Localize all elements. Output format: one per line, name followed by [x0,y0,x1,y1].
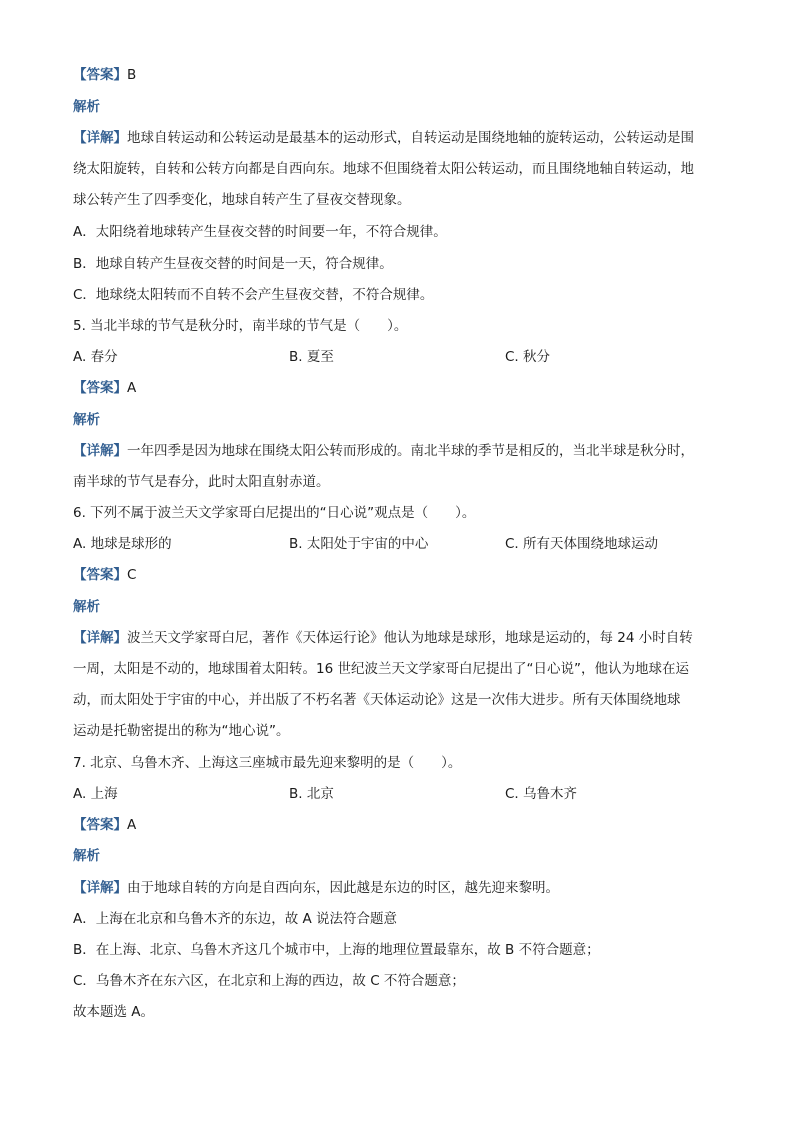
answer-line [73,379,723,398]
option-a: A. 上海 [73,786,118,802]
detail-label: 【详解】 [73,130,127,146]
answer-label: 【答案】 [73,817,127,833]
detail-line: 球公转产生了四季变化，地球自转产生了昼夜交替现象。 [73,192,411,208]
option-c: C. 所有天体围绕地球运动 [505,536,659,552]
detail-line: 运动是托勒密提出的称为“地心说”。 [73,723,290,739]
detail-label: 【详解】 [73,630,127,646]
detail-line: 【详解】由于地球自转的方向是自西向东，因此越是东边的时区，越先迎来黎明。 [73,880,559,896]
detail-line: 绕太阳旋转，自转和公转方向都是自西向东。地球不但围绕着太阳公转运动，而且围绕地轴自转运动，地 [73,161,694,177]
answer-label: 【答案】 [73,67,127,83]
detail-line: 【详解】地球自转运动和公转运动是最基本的运动形式，自转运动是围绕地轴的旋转运动，公转运动是围 [73,130,694,146]
answer-value: A [127,380,137,396]
detail-label: 【详解】 [73,880,127,896]
detail-line: 【详解】波兰天文学家哥白尼，著作《天体运行论》他认为地球是球形，地球是运动的，每 24 小时自转 [73,630,693,646]
option-c: C. 秋分 [505,349,551,365]
detail-line: 【详解】一年四季是因为地球在围绕太阳公转而形成的。南北半球的季节是相反的，当北半球是秋分时， [73,443,694,459]
detail-label: 【详解】 [73,443,127,459]
answer-line [73,566,723,585]
option-b: B. 夏至 [289,349,334,365]
explain-line: B．地球自转产生昼夜交替的时间是一天，符合规律。 [73,256,393,272]
detail-line: 动，而太阳处于宇宙的中心，并出版了不朽名著《天体运动论》这是一次伟大进步。所有天体围绕地球 [73,692,681,708]
answer-label: 【答案】 [73,567,127,583]
option-b: B. 太阳处于宇宙的中心 [289,536,429,552]
detail-line: 南半球的节气是春分，此时太阳直射赤道。 [73,474,330,490]
option-c: C. 乌鲁木齐 [505,786,578,802]
option-b: B. 北京 [289,786,334,802]
explain-line: A．上海在北京和乌鲁木齐的东边，故 A 说法符合题意 [73,911,398,927]
answer-line [73,816,723,835]
answer-value: C [127,567,137,583]
answer-line [73,66,723,85]
explain-line: B．在上海、北京、乌鲁木齐这几个城市中，上海的地理位置最靠东，故 B 不符合题意； [73,942,600,958]
question-stem: 5. 当北半球的节气是秋分时，南半球的节气是（ ）。 [73,318,408,334]
answer-value: B [127,67,137,83]
answer-label: 【答案】 [73,380,127,396]
option-a: A. 春分 [73,349,118,365]
explain-line: C．乌鲁木齐在东六区，在北京和上海的西边，故 C 不符合题意； [73,973,465,989]
analysis-label: 解析 [73,412,100,428]
question-stem: 7. 北京、乌鲁木齐、上海这三座城市最先迎来黎明的是（ ）。 [73,755,462,771]
analysis-label: 解析 [73,99,100,115]
explain-line: A．太阳绕着地球转产生昼夜交替的时间要一年，不符合规律。 [73,224,447,240]
option-a: A. 地球是球形的 [73,536,172,552]
conclusion-line: 故本题选 A。 [73,1004,155,1020]
explain-line: C．地球绕太阳转而不自转不会产生昼夜交替，不符合规律。 [73,287,434,303]
analysis-label: 解析 [73,848,100,864]
detail-line: 一周，太阳是不动的，地球围着太阳转。16 世纪波兰天文学家哥白尼提出了“日心说”，他认为地球在运 [73,661,689,677]
answer-value: A [127,817,137,833]
question-stem: 6. 下列不属于波兰天文学家哥白尼提出的“日心说”观点是（ ）。 [73,505,476,521]
analysis-label: 解析 [73,599,100,615]
